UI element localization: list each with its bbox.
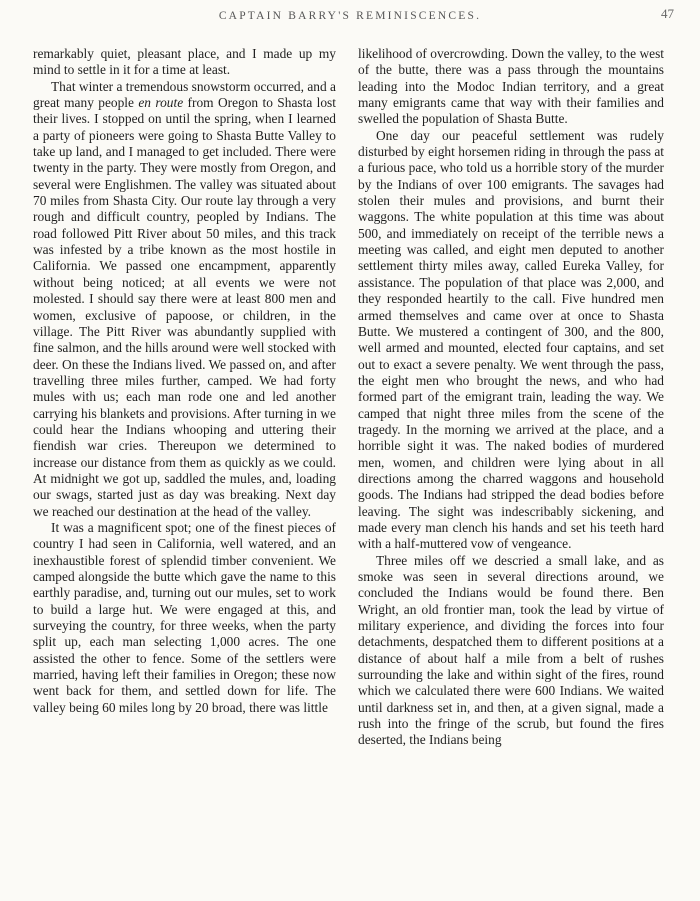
running-title: CAPTAIN BARRY'S REMINISCENCES. xyxy=(218,10,482,22)
paragraph: likelihood of overcrowding. Down the valley, to the west of the butte, there was a pass through the mountains leading into the Modoc Indian territory, and a great many emigrants came that way with their families and swelled the population of Shasta Butte. xyxy=(358,46,664,127)
italic-phrase: en route xyxy=(138,95,184,111)
paragraph: One day our peaceful settlement was rudely disturbed by eight horsemen riding in through the pass at a furious pace, who told us a horrible story of the murder by the Indians of over 100 emigrants. The savages had stolen their mules and provisions, and burnt their waggons. The white population at this time was about 500, and immediately on receipt of the terrible news a meeting was called, and eight men deputed to another settlement thirty miles away, called Eureka Valley, for assistance. The population of that place was 2,000, and they responded heartily to the call. Five hundred men armed themselves and came over at once to Shasta Butte. We mustered a contingent of 300, and the 800, well armed and mounted, elected four captains, and set out to exact a severe penalty. We went through the pass, the eight men who brought the news, and who had formed part of the emigrant train, leading the way. We camped that night three miles from the scene of the tragedy. In the morning we arrived at the place, and a horrible sight it was. The naked bodies of murdered men, women, and children were lying about in all directions among the charred waggons and household goods. The Indians had stripped the dead bodies before leaving. The sight was indescribably sickening, and made every man clench his hands and set his teeth hard with a half-muttered vow of vengeance. xyxy=(358,127,664,552)
page-number: 47 xyxy=(661,6,674,21)
paragraph-text: from Oregon to Shasta lost their lives. I stopped on until the spring, when I learned a party of pioneers were going to Shasta Butte Valley to take up land, and I managed to get included. There were twenty in the party. They were mostly from Oregon, and several were Englishmen. The valley was situated about 70 miles from Shasta City. Our route lay through a very rough and difficult country, peopled by Indians. The road followed Pitt River about 50 miles, and this track was infested by a tribe known as the most hostile in California. We passed one encampment, apparently without being noticed; at all events we were not molested. I should say there were at least 800 men and women, exclusive of papoose, or children, in the village. The Pitt River was abundantly supplied with fine salmon, and the hills around were well stocked with deer. On these the Indians lived. We passed on, and after travelling three miles further, camped. We had forty mules with us; each man rode one and led another carrying his blankets and provisions. After turning in we could hear the Indians whooping and uttering their fiendish war cries. Thereupon we determined to increase our distance from them as quickly as we could. At midnight we got up, saddled the mules, and, loading our swags, started just as day was breaking. Next day we reached our destination at the head of the valley. xyxy=(33,95,336,519)
right-column xyxy=(358,46,664,749)
paragraph: remarkably quiet, pleasant place, and I made up my mind to settle in it for a time at least. xyxy=(33,46,336,78)
paragraph: It was a magnificent spot; one of the finest pieces of country I had seen in California, well watered, and an inexhaustible forest of splendid timber convenient. We camped alongside the butte which gave the name to this earthly paradise, and, turning out our mules, set to work to build a large hut. We were engaged at this, and surveying the country, for three weeks, when the party split up, each man selecting 1,000 acres. The one assisted the other to fence. Some of the settlers were married, having left their families in Oregon; these now went back for them, and settled down for life. The valley being 60 miles long by 20 broad, there was little xyxy=(33,519,336,715)
paragraph: Three miles off we descried a small lake, and as smoke was seen in several directions around, we concluded the Indians would be found there. Ben Wright, an old frontier man, took the lead by virtue of military experience, and dividing the forces into four detachments, despatched them to different positions at a distance of about half a mile from a belt of rushes surrounding the lake and within sight of the fires, round which we calculated there were 600 Indians. We waited until darkness set in, and then, at a given signal, made a rush into the fringe of the scrub, but found the fires deserted, the Indians being xyxy=(358,552,664,748)
page-header xyxy=(0,0,700,34)
left-column xyxy=(33,46,336,716)
paragraph xyxy=(33,79,336,520)
paragraph-text: That winter a tremendous snowstorm occurred, and a great many people xyxy=(33,78,336,111)
